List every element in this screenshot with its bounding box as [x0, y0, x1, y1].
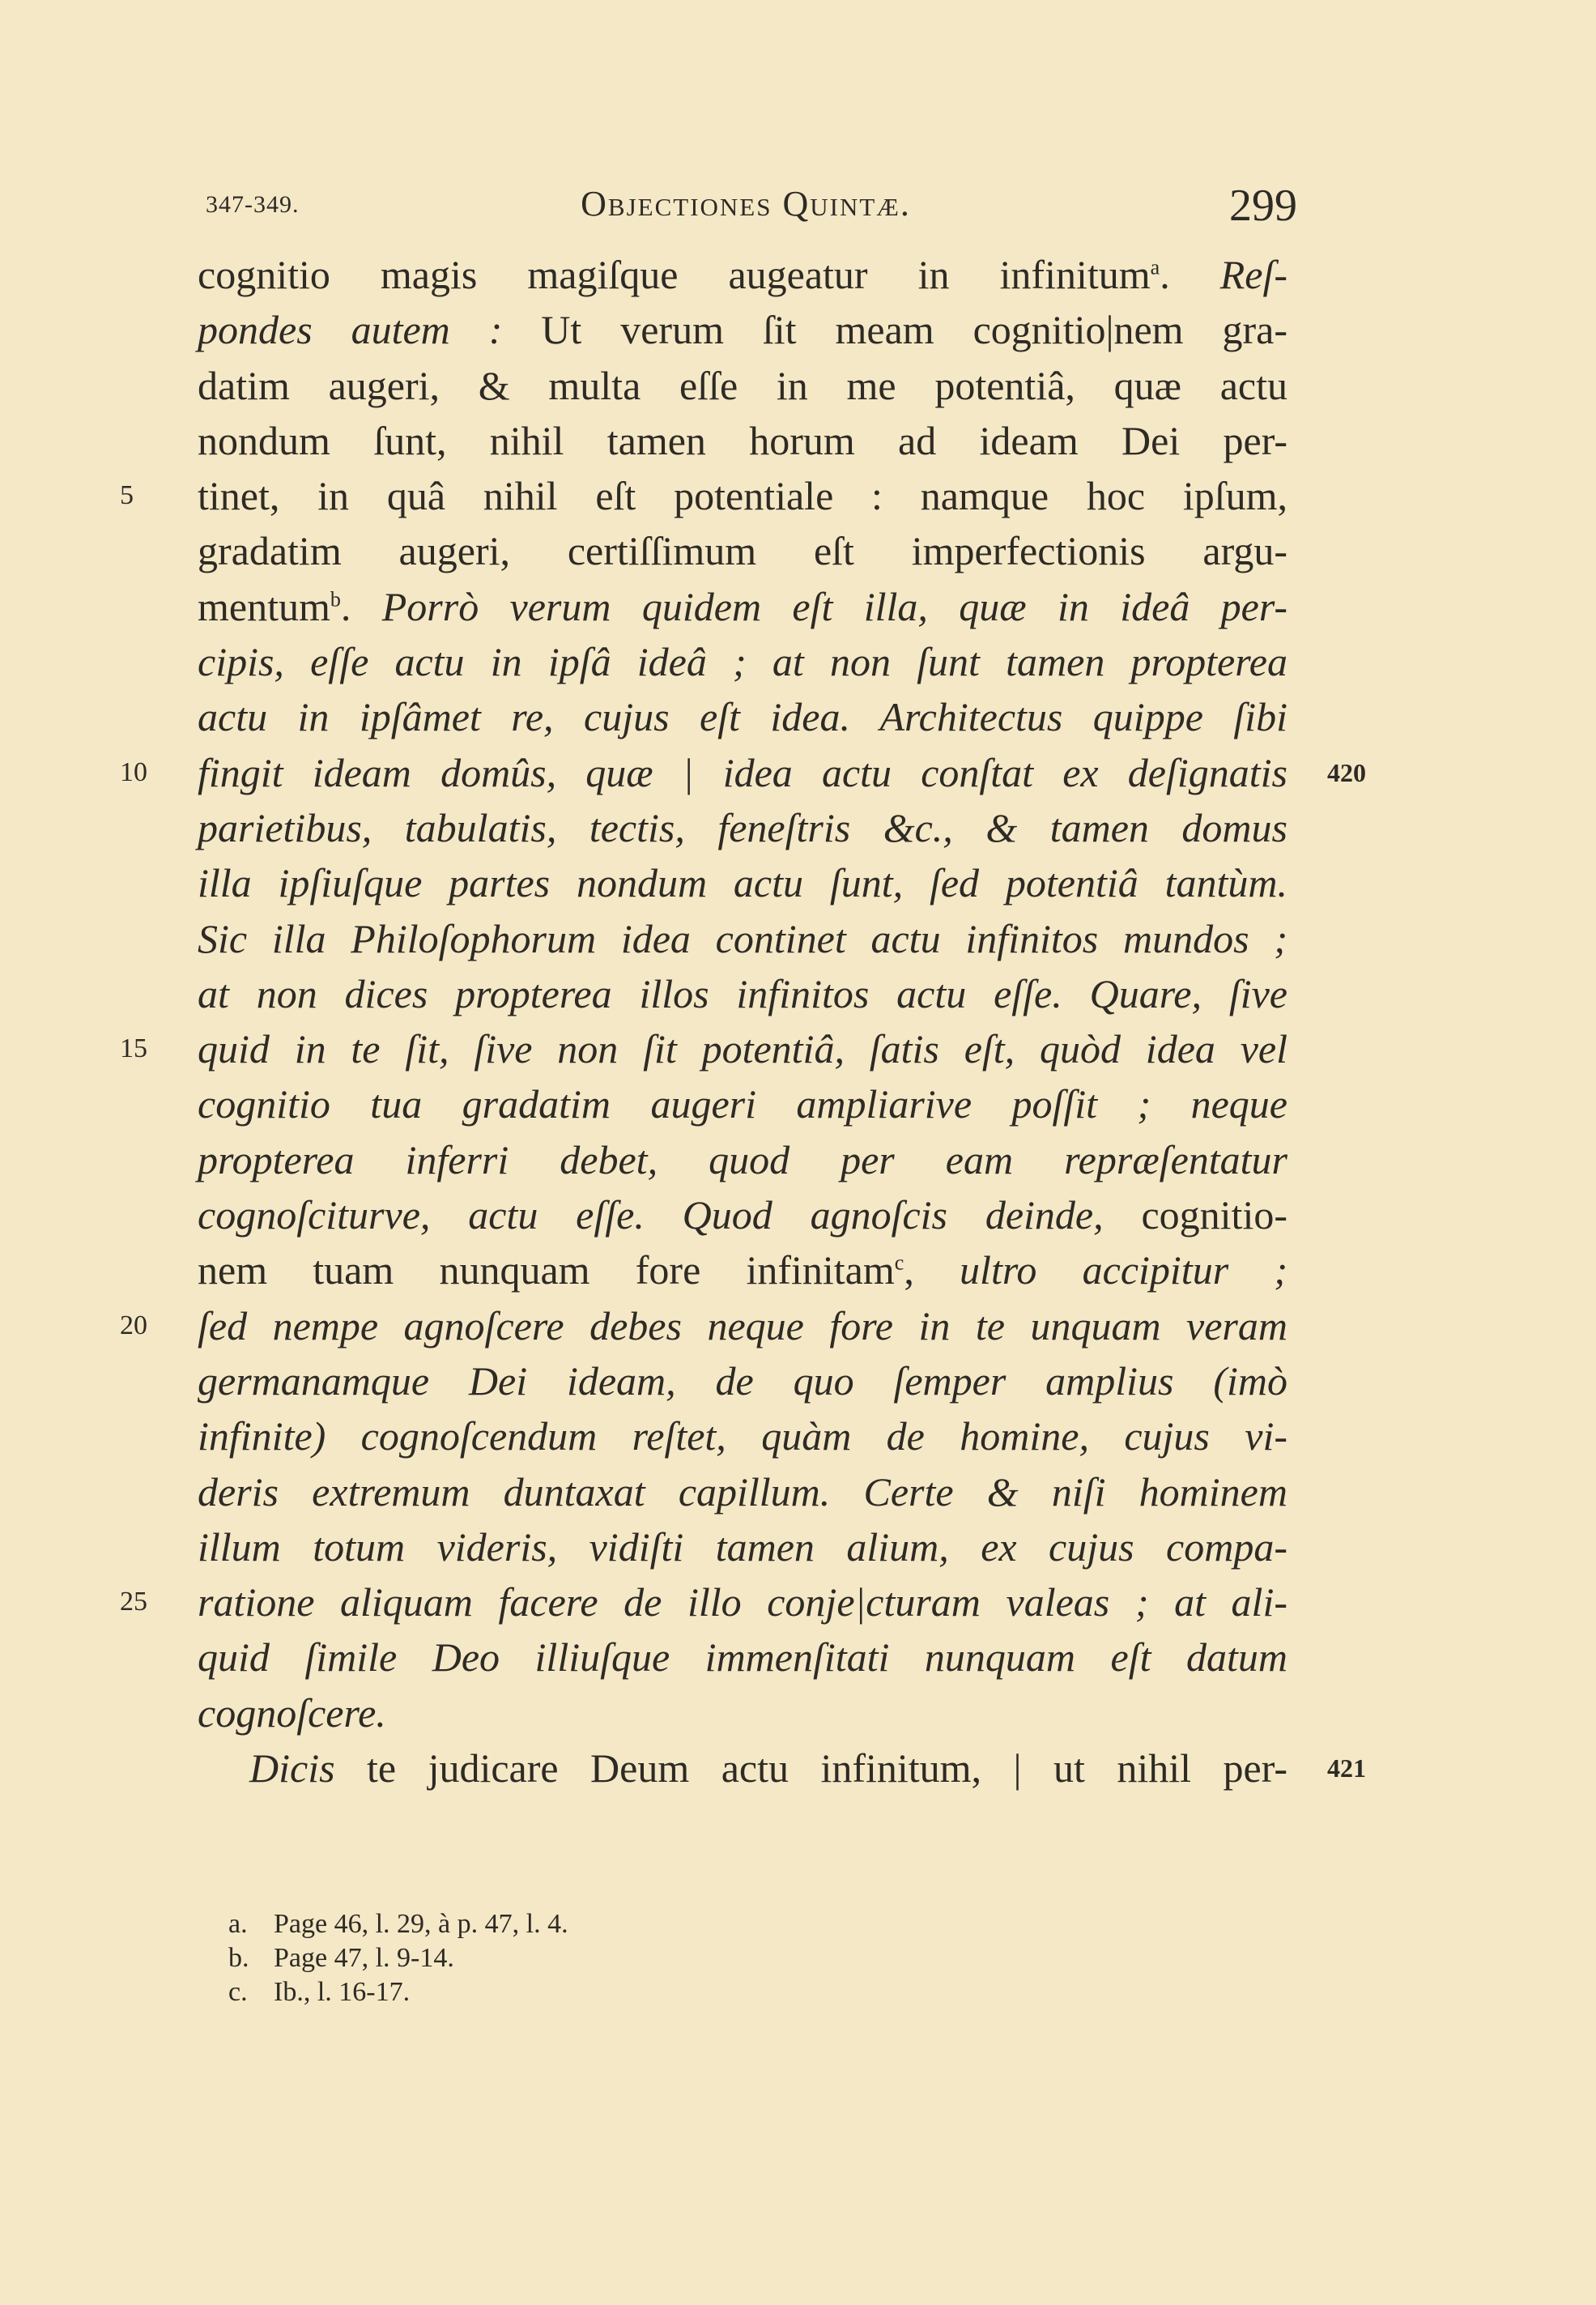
text-line: [198, 358, 1287, 413]
text-line: [198, 413, 1287, 468]
text-segment: quid in te ſit, ſive non ſit potentiâ, ſatis eſt, quòd idea vel: [198, 1026, 1287, 1072]
text-segment: parietibus, tabulatis, tectis, feneſtris &c., & tamen domus: [198, 804, 1287, 850]
text-segment: ſed nempe agnoſcere debes neque fore in te unquam veram: [198, 1302, 1287, 1348]
line-text: [198, 1740, 1287, 1796]
line-text: [198, 247, 1287, 302]
footnote: [228, 1941, 568, 1975]
footnote-text: Page 47, l. 9-14.: [274, 1943, 454, 1973]
text-line: [198, 1132, 1287, 1187]
line-text: [198, 1298, 1287, 1353]
line-text: [198, 1076, 1287, 1131]
text-line: [198, 1740, 1366, 1796]
line-number: 20: [120, 1310, 147, 1340]
running-header: [194, 180, 1297, 236]
line-text: [198, 1519, 1287, 1574]
text-line: [198, 911, 1287, 966]
line-text: [198, 1408, 1287, 1464]
text-segment: .: [1160, 252, 1220, 297]
line-text: [198, 1685, 1287, 1740]
line-text: [198, 1187, 1287, 1242]
line-text: [198, 302, 1287, 357]
line-text: [198, 745, 1287, 800]
text-segment: Ut verum ſit meam cognitio|nem gra-: [541, 307, 1287, 353]
line-text: [198, 1242, 1287, 1297]
text-segment: tinet, in quâ nihil eſt potentiale : namque hoc ipſum,: [198, 473, 1287, 519]
text-line: [198, 1076, 1287, 1131]
margin-reference: 420: [1327, 757, 1366, 787]
text-line: [198, 247, 1287, 302]
line-text: [198, 468, 1287, 523]
page-range: 347-349.: [206, 191, 300, 218]
text-line: [198, 634, 1287, 689]
text-line: [120, 1574, 1287, 1630]
text-segment: ultro accipitur ;: [960, 1247, 1288, 1293]
text-line: [198, 1685, 1287, 1740]
line-text: [198, 358, 1287, 413]
footnote-ref: a: [1150, 255, 1160, 279]
text-line: [120, 468, 1287, 523]
text-line: [198, 1519, 1287, 1574]
line-text: [198, 966, 1287, 1021]
main-text: [120, 247, 1366, 1796]
text-segment: germanamque Dei ideam, de quo ſemper amplius (imò: [198, 1357, 1287, 1404]
text-line: [198, 523, 1287, 578]
line-text: [198, 1574, 1287, 1630]
text-segment: infinite) cognoſcendum reſtet, quàm de homine, cujus vi-: [198, 1413, 1287, 1459]
text-segment: cipis, eſſe actu in ipſâ ideâ ; at non ſunt tamen propterea: [198, 639, 1287, 685]
line-text: [198, 413, 1287, 468]
text-segment: fingit ideam domûs, quæ | idea actu conſtat ex deſignatis: [198, 749, 1287, 795]
line-text: [198, 800, 1287, 855]
text-line: [198, 1353, 1287, 1408]
text-segment: cognitio tua gradatim augeri ampliarive poſſit ; neque: [198, 1081, 1287, 1127]
text-line: [198, 1242, 1287, 1297]
text-line: [198, 302, 1287, 357]
text-segment: Porrò verum quidem eſt illa, quæ in ideâ per-: [381, 583, 1287, 629]
footnotes: [228, 1907, 568, 2009]
line-text: [198, 911, 1287, 966]
line-text: [198, 1021, 1287, 1076]
footnote-label: c.: [228, 1977, 248, 2007]
line-text: [198, 689, 1287, 744]
footnote-text: Ib., l. 16-17.: [274, 1977, 411, 2007]
footnote: [228, 1907, 568, 1941]
text-segment: gradatim augeri, certiſſimum eſt imperfectionis argu-: [198, 528, 1287, 574]
line-number: 25: [120, 1587, 147, 1617]
margin-reference: 421: [1327, 1753, 1366, 1783]
text-segment: nem tuam nunquam fore infinitam: [198, 1247, 895, 1293]
text-segment: cognoſcere.: [198, 1689, 386, 1736]
text-line: [198, 1408, 1287, 1464]
text-segment: te judicare Deum actu infinitum, | ut nihil per-: [334, 1745, 1287, 1792]
text-segment: Reſ-: [1219, 252, 1287, 297]
text-segment: ratione aliquam facere de illo conje|cturam valeas ; at ali-: [198, 1579, 1287, 1625]
text-segment: nondum ſunt, nihil tamen horum ad ideam Dei per-: [198, 417, 1287, 463]
text-segment: actu in ipſâmet re, cujus eſt idea. Architectus quippe ſibi: [198, 694, 1287, 740]
text-line: [198, 800, 1287, 855]
text-line: [198, 579, 1287, 634]
text-segment: deris extremum duntaxat capillum. Certe & niſi hominem: [198, 1468, 1287, 1515]
text-segment: cognitio magis magiſque augeatur in infinitum: [198, 252, 1151, 297]
line-text: [198, 1353, 1287, 1408]
text-line: [198, 855, 1287, 910]
line-text: [198, 1630, 1287, 1685]
text-line: [120, 1298, 1287, 1353]
text-segment: Sic illa Philoſophorum idea continet actu infinitos mundos ;: [198, 915, 1287, 961]
text-segment: pondes autem :: [198, 307, 542, 353]
text-line: [198, 1464, 1287, 1519]
footnote-label: b.: [228, 1943, 249, 1973]
page-number: 299: [1229, 181, 1297, 231]
text-line: [198, 966, 1287, 1021]
text-line: [198, 1630, 1287, 1685]
text-segment: Dicis: [249, 1745, 335, 1792]
line-text: [198, 579, 1287, 634]
running-title: Objectiones Quintæ.: [581, 184, 911, 224]
text-segment: ,: [904, 1247, 960, 1293]
footnote-ref: c: [894, 1250, 904, 1275]
text-segment: .: [340, 583, 382, 629]
text-line: [120, 745, 1366, 800]
footnote: [228, 1975, 568, 2009]
text-segment: cognitio-: [1141, 1192, 1287, 1238]
line-number: 15: [120, 1033, 147, 1064]
text-line: [198, 689, 1287, 744]
footnote-text: Page 46, l. 29, à p. 47, l. 4.: [274, 1909, 568, 1939]
text-segment: propterea inferri debet, quod per eam repræſentatur: [198, 1136, 1287, 1182]
text-segment: illa ipſiuſque partes nondum actu ſunt, ſed potentiâ tantùm.: [198, 860, 1287, 906]
text-line: [198, 1187, 1287, 1242]
text-segment: illum totum videris, vidiſti tamen alium, ex cujus compa-: [198, 1523, 1287, 1570]
line-text: [198, 634, 1287, 689]
line-text: [198, 1132, 1287, 1187]
text-segment: quid ſimile Deo illiuſque immenſitati nunquam eſt datum: [198, 1634, 1287, 1681]
text-segment: mentum: [198, 583, 330, 629]
text-segment: cognoſciturve, actu eſſe. Quod agnoſcis deinde,: [198, 1192, 1142, 1238]
text-segment: datim augeri, & multa eſſe in me potentiâ, quæ actu: [198, 362, 1287, 408]
footnote-label: a.: [228, 1909, 248, 1939]
line-number: 5: [120, 480, 134, 511]
footnote-ref: b: [330, 587, 341, 611]
line-text: [198, 523, 1287, 578]
line-text: [198, 1464, 1287, 1519]
text-line: [120, 1021, 1287, 1076]
line-number: 10: [120, 756, 147, 787]
text-segment: at non dices propterea illos infinitos actu eſſe. Quare, ſive: [198, 970, 1287, 1016]
line-text: [198, 855, 1287, 910]
